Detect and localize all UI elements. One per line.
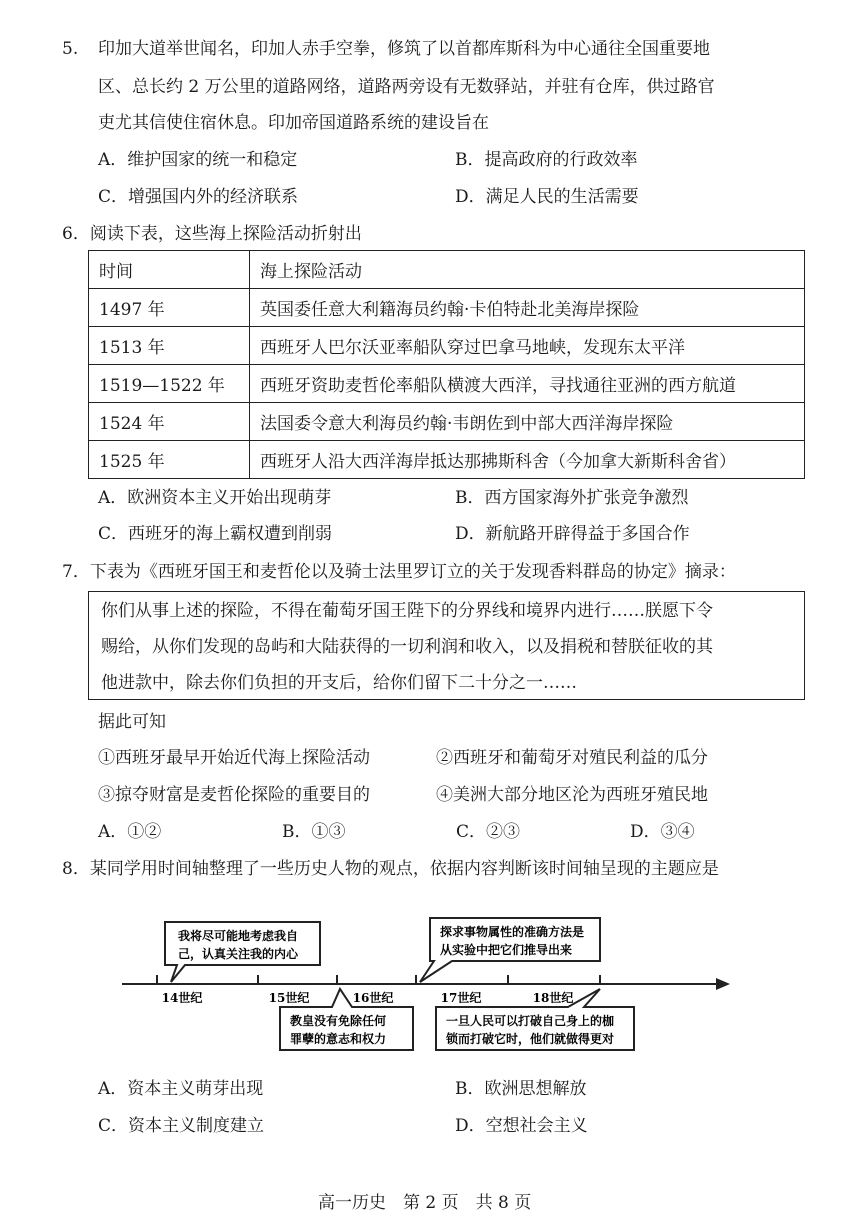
table-header: 海上探险活动 — [250, 251, 805, 289]
table-header-row — [89, 251, 805, 289]
bubble-text: 探求事物属性的准确方法是 — [440, 925, 585, 939]
table-row — [89, 289, 805, 327]
quote-line: 你们从事上述的探险，不得在葡萄牙国王陛下的分界线和境界内进行……朕愿下令 — [101, 601, 713, 621]
question-lead: 据此可知 — [98, 712, 166, 732]
option-d[interactable]: D．满足人民的生活需要 — [455, 187, 639, 207]
timeline-figure — [0, 895, 867, 1085]
statement-2: ②西班牙和葡萄牙对殖民利益的瓜分 — [436, 748, 708, 768]
table-cell: 1524 年 — [89, 403, 250, 441]
bubble-text: 从实验中把它们推导出来 — [440, 943, 573, 957]
option-a[interactable]: A．①② — [98, 822, 162, 842]
table-cell: 英国委任意大利籍海员约翰·卡伯特赴北美海岸探险 — [250, 289, 805, 327]
question-stem: 6．阅读下表，这些海上探险活动折射出 — [62, 224, 362, 244]
table-cell: 1497 年 — [89, 289, 250, 327]
option-c[interactable]: C．资本主义制度建立 — [98, 1116, 265, 1136]
tick-label: 14世纪 — [161, 991, 203, 1005]
bubble-text: 我将尽可能地考虑我自 — [178, 929, 299, 943]
quote-box — [88, 591, 805, 700]
table-cell: 法国委令意大利海员约翰·韦朗佐到中部大西洋海岸探险 — [250, 403, 805, 441]
statement-3: ③掠夺财富是麦哲伦探险的重要目的 — [98, 785, 370, 805]
table-row — [89, 403, 805, 441]
bubble-text: 锁而打破它时，他们就做得更对 — [446, 1032, 615, 1046]
tick-label: 15世纪 — [268, 991, 310, 1005]
question-stem-line: 印加大道举世闻名，印加人赤手空拳，修筑了以首都库斯科为中心通往全国重要地 — [98, 39, 710, 59]
page-footer: 高一历史 第 2 页 共 8 页 — [318, 1193, 532, 1213]
option-a[interactable]: A．资本主义萌芽出现 — [98, 1079, 264, 1099]
option-d[interactable]: D．空想社会主义 — [455, 1116, 588, 1136]
table-row — [89, 441, 805, 479]
question-stem-line: 区、总长约 2 万公里的道路网络，道路两旁设有无数驿站，并驻有仓库，供过路官 — [98, 77, 715, 97]
table-row — [89, 327, 805, 365]
option-c[interactable]: C．增强国内外的经济联系 — [98, 187, 299, 207]
table-cell: 西班牙资助麦哲伦率船队横渡大西洋，寻找通往亚洲的西方航道 — [250, 365, 805, 403]
tick-label: 16世纪 — [352, 991, 394, 1005]
table-cell: 西班牙人巴尔沃亚率船队穿过巴拿马地峡，发现东太平洋 — [250, 327, 805, 365]
bubble-text: 罪孽的意志和权力 — [290, 1032, 387, 1046]
option-b[interactable]: B．①③ — [282, 822, 346, 842]
tick-label: 18世纪 — [532, 991, 574, 1005]
option-a[interactable]: A．维护国家的统一和稳定 — [98, 150, 298, 170]
exploration-table — [88, 250, 805, 479]
option-b[interactable]: B．西方国家海外扩张竞争激烈 — [455, 488, 689, 508]
option-a[interactable]: A．欧洲资本主义开始出现萌芽 — [98, 488, 332, 508]
option-b[interactable]: B．欧洲思想解放 — [455, 1079, 587, 1099]
bubble-text: 教皇没有免除任何 — [290, 1014, 387, 1028]
table-cell: 1519—1522 年 — [89, 365, 250, 403]
table-row — [89, 365, 805, 403]
table-cell: 1525 年 — [89, 441, 250, 479]
question-stem: 8．某同学用时间轴整理了一些历史人物的观点，依据内容判断该时间轴呈现的主题应是 — [62, 859, 719, 879]
statement-4: ④美洲大部分地区沦为西班牙殖民地 — [436, 785, 708, 805]
statement-1: ①西班牙最早开始近代海上探险活动 — [98, 748, 370, 768]
table-cell: 西班牙人沿大西洋海岸抵达那拂斯科舍（今加拿大新斯科舍省） — [250, 441, 805, 479]
option-c[interactable]: C．西班牙的海上霸权遭到削弱 — [98, 524, 333, 544]
option-b[interactable]: B．提高政府的行政效率 — [455, 150, 638, 170]
question-stem-line: 吏尤其信使住宿休息。印加帝国道路系统的建设旨在 — [98, 113, 489, 133]
question-stem: 7．下表为《西班牙国王和麦哲伦以及骑士法里罗订立的关于发现香料群岛的协定》摘录： — [62, 562, 736, 582]
timeline-arrow — [716, 978, 730, 990]
option-d[interactable]: D．新航路开辟得益于多国合作 — [455, 524, 690, 544]
tick-label: 17世纪 — [440, 991, 482, 1005]
bubble-text: 一旦人民可以打破自己身上的枷 — [446, 1014, 615, 1028]
bubble-text: 己，认真关注我的内心 — [178, 947, 299, 961]
table-header: 时间 — [89, 251, 250, 289]
table-cell: 1513 年 — [89, 327, 250, 365]
option-d[interactable]: D．③④ — [630, 822, 695, 842]
option-c[interactable]: C．②③ — [456, 822, 521, 842]
quote-line: 他进款中，除去你们负担的开支后，给你们留下二十分之一…… — [101, 673, 577, 693]
question-number: 5. — [62, 39, 79, 59]
quote-line: 赐给，从你们发现的岛屿和大陆获得的一切利润和收入，以及捐税和替朕征收的其 — [101, 637, 713, 657]
